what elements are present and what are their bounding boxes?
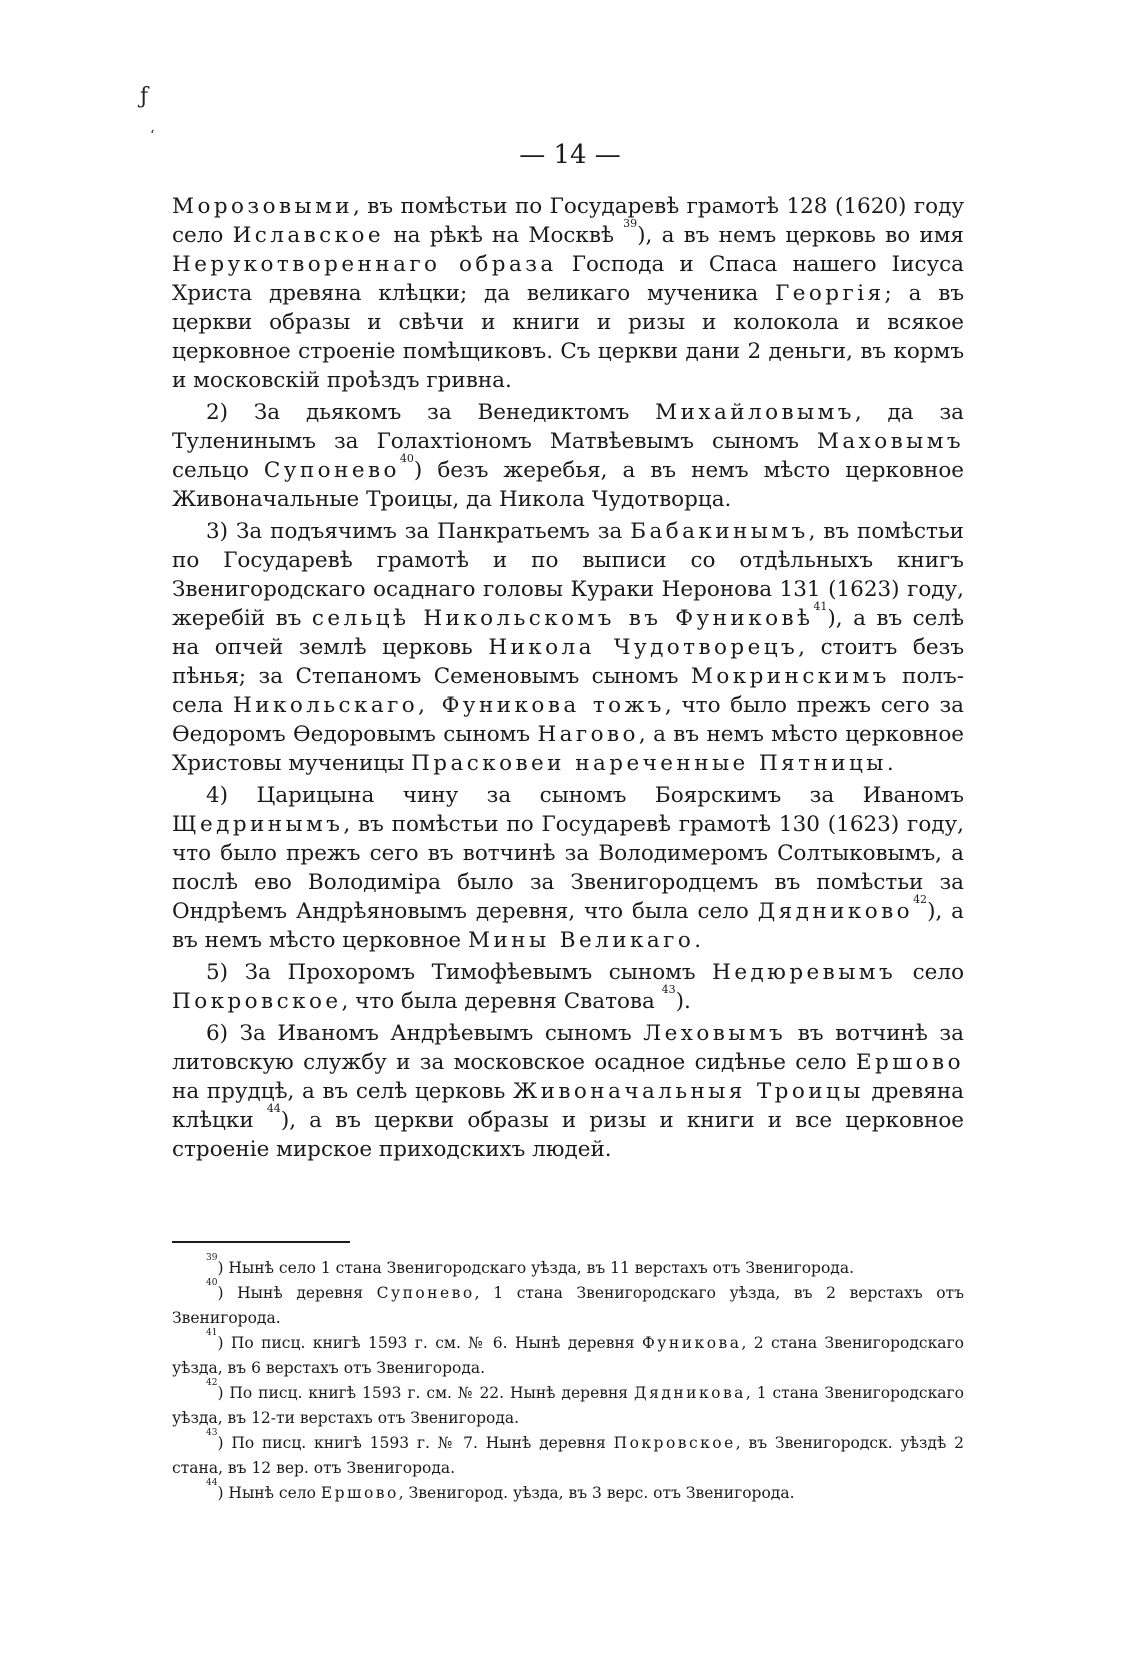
text: ) По писц. книгѣ 1593 г. № 7. Нынѣ деревня [217,1434,614,1452]
text: Иславское [232,223,385,248]
text: полъ-села [172,664,964,718]
text: , 1 стана Звенигородскаго уѣзда, въ 2 верстахъ отъ Звенигорода. [172,1284,964,1327]
footnote-ref: 43 [661,983,676,996]
footnote-number: 41 [206,1328,218,1338]
text: , въ помѣстьи по Государевѣ грамотѣ 128 (1620) году село [172,194,964,248]
text: село [896,960,965,985]
text: ) Нынѣ село 1 стана Звенигородскаго уѣзда, въ 11 верстахъ отъ Звенигорода. [217,1259,854,1277]
paragraph-4 [172,781,964,955]
text: на прудцѣ, а въ селѣ церковь [172,1079,513,1104]
text: , въ помѣстьи по Государевѣ грамотѣ 130 (1623) году, что было прежъ сего въ вотчинѣ за Володимеромъ Солтыковымъ, а послѣ ево Володиміра было за Звенигородцемъ въ помѣстьи за Ондрѣемъ Андрѣяновымъ деревня, что была село [172,812,964,924]
text: 4) Царицына чину за сыномъ Боярскимъ за Иваномъ [206,783,964,808]
text: , въ помѣстьи по Государевѣ грамотѣ и по выписи со отдѣльныхъ книгъ Звенигородскаго осаднаго головы Кураки Неронова 131 (1623) году, жеребій въ [172,519,964,631]
footnote [172,1378,964,1431]
text: 5) За Прохоромъ Тимофѣевымъ сыномъ [206,960,713,985]
main-text [172,192,964,1167]
footnote-number: 42 [206,1378,218,1388]
paragraph-3 [172,517,964,778]
ink-mark: ƒ [140,84,149,109]
paragraph-6 [172,1019,964,1164]
footnote [172,1278,964,1331]
text: Никола Чудотворецъ [488,635,799,660]
footnote-number: 40 [206,1278,218,1288]
text: Супонево [376,1284,475,1302]
text: ), а въ церкви образы и ризы и книги и все церковное строеніе мирское приходскихъ людей. [172,1108,964,1162]
text: Ершово [320,1484,399,1502]
footnote-divider [172,1241,350,1243]
text: Дядниково [757,899,914,924]
footnote-number: 39 [206,1253,218,1263]
footnote [172,1328,964,1381]
text: . [886,751,894,776]
text: ; а въ церкви образы и свѣчи и книги и ризы и колокола и всякое церковное строеніе помѣщиковъ. Съ церкви дани 2 деньги, въ кормъ и московскій проѣздъ гривна. [172,281,964,393]
text: Михайловымъ [655,400,855,425]
text: Фуникова [641,1334,742,1352]
text: 3) За подъячимъ за Панкратьемъ за [206,519,631,544]
text: сельцѣ Никольскомъ въ Фуниковѣ [311,606,814,631]
text: , что было прежъ сего за Ѳедоромъ Ѳедоровымъ сыномъ [172,693,964,747]
footnote [172,1253,964,1281]
text: ). [675,989,691,1014]
footnote [172,1478,964,1506]
text: въ вотчинѣ за литовскую службу и за московское осадное сидѣнье село [172,1021,964,1075]
text: ), а въ селѣ на опчей землѣ церковь [172,606,965,660]
text: Никольскаго, Фуникова тожъ [233,693,665,718]
paragraph-2 [172,398,964,514]
text: Леховымъ [643,1021,787,1046]
text: , 1 стана Звенигородскаго уѣзда, въ 12-ти верстахъ отъ Звенигорода. [172,1384,964,1427]
text: Щедринымъ [172,812,344,837]
text: Ершово [855,1050,964,1075]
text: ) Нынѣ село [217,1484,321,1502]
text: Покровское [172,989,342,1014]
footnote-number: 44 [206,1478,218,1488]
text: древяна клѣцки [172,1079,964,1133]
text: сельцо [172,458,264,483]
footnote-ref: 44 [266,1102,281,1115]
paragraph-5 [172,958,964,1016]
text: ), а въ немъ церковь во имя [637,223,964,248]
footnote-ref: 42 [913,893,928,906]
text: Прасковеи нареченные Пятницы [411,751,887,776]
text: Супонево [263,458,400,483]
text: Дядникова [633,1384,746,1402]
text: 2) За дьякомъ за Венедиктомъ [206,400,656,425]
text: , 2 стана Звенигородскаго уѣзда, въ 6 верстахъ отъ Звенигорода. [172,1334,964,1377]
text: Морозовыми [172,194,354,219]
text: Бабакинымъ [630,519,809,544]
text: Покровское [613,1434,736,1452]
text: , что была деревня Сватова [341,989,662,1014]
text: ), а въ немъ мѣсто церковное [172,899,965,953]
text: Живоначальныя Троицы [513,1079,864,1104]
text: , а въ немъ мѣсто церковное Христовы мученицы [172,722,964,776]
footnote-number: 43 [206,1428,218,1438]
text: Нерукотвореннаго образа [172,252,557,277]
footnote-ref: 39 [623,217,638,230]
text: ) По писц. книгѣ 1593 г. см. № 6. Нынѣ деревня [217,1334,642,1352]
text: Нагово [537,722,639,747]
text: Господа и Спаса нашего Іисуса Христа древяна клѣцки; да великаго мученика [172,252,964,306]
text: на рѣкѣ на Москвѣ [384,223,624,248]
text: , Звенигород. уѣзда, въ 3 верс. отъ Звенигорода. [398,1484,795,1502]
footnotes [172,1253,964,1506]
footnote-ref: 41 [813,600,828,613]
page-number: — 14 — [519,140,621,170]
text: Недюревымъ [712,960,897,985]
text: , въ Звенигородск. уѣздѣ 2 стана, въ 12 вер. отъ Звенигорода. [172,1434,964,1477]
ink-mark: ‘ [150,128,155,144]
text: Мокринскимъ [690,664,890,689]
text: , стоитъ безъ пѣнья; за Степаномъ Семеновымъ сыномъ [172,635,965,689]
text: . [694,928,702,953]
text: Мины Великаго [467,928,695,953]
text: 6) За Иваномъ Андрѣевымъ сыномъ [206,1021,644,1046]
text: ) безъ жеребья, а въ немъ мѣсто церковное Живоначальные Троицы, да Никола Чудотворца. [172,458,964,512]
text: ) Нынѣ деревня [217,1284,377,1302]
footnote [172,1428,964,1481]
text: , да за Туленинымъ за Голахтіономъ Матвѣевымъ сыномъ [172,400,964,454]
text: ) По писц. книгѣ 1593 г. см. № 22. Нынѣ деревня [217,1384,634,1402]
paragraph-1 [172,192,964,395]
footnote-ref: 40 [399,452,414,465]
text: Маховымъ [816,429,964,454]
text: Георгія [775,281,885,306]
